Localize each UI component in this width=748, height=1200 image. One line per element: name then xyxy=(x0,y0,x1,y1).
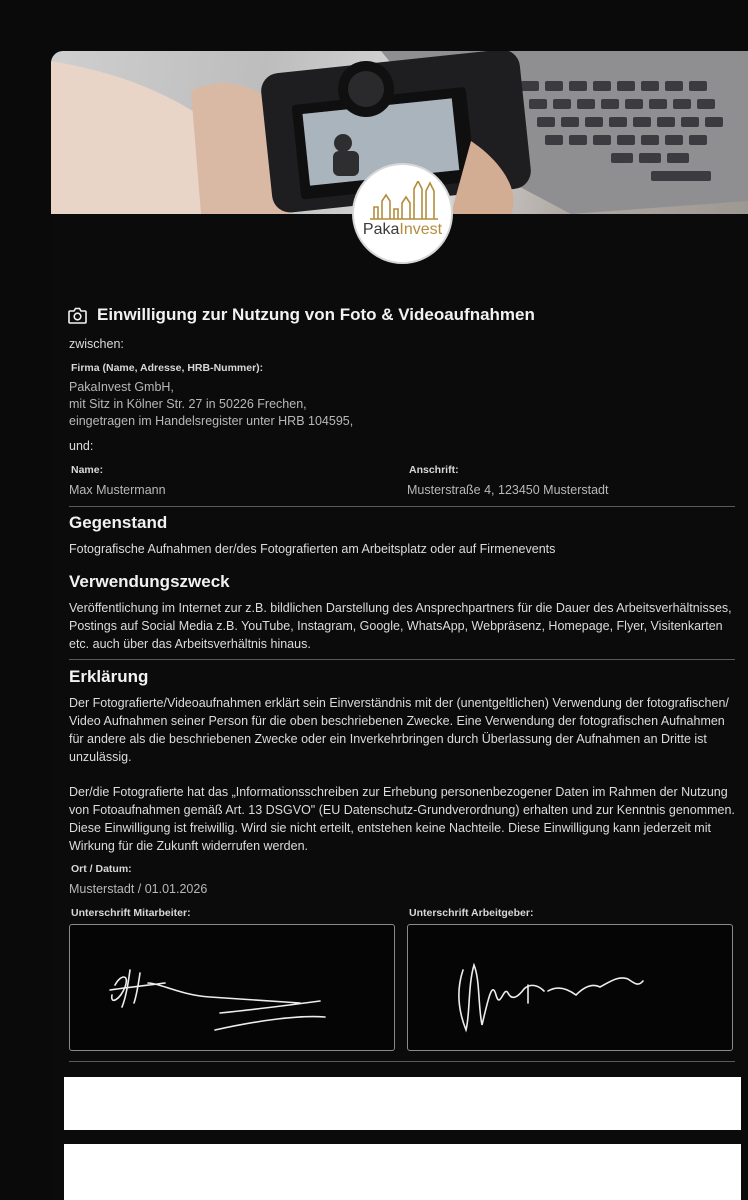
declaration-heading: Erklärung xyxy=(69,667,149,686)
employee-signature-pad[interactable] xyxy=(69,924,395,1051)
declaration-text-2: Der/die Fotografierte hat das „Informationsschreiben zur Erhebung personenbezogener Daten im Rahmen der Nutzung von Fotoaufnahmen gemäß Art. 13 DSGVO" (EU Datenschutz-Grundverordnung) erhalten und zur Kenntnis genommen. Diese Einwilligung ist freiwillig. Wird sie nicht erteilt, entstehen keine Nachteile. Diese Einwilligung kann jederzeit mit Wirkung für die Zukunft widerrufen werden. xyxy=(69,785,735,853)
subject-heading: Gegenstand xyxy=(69,513,168,532)
bottom-panel xyxy=(64,1144,741,1200)
company-line-1[interactable]: PakaInvest GmbH, xyxy=(69,380,174,394)
logo-text-paka: Paka xyxy=(362,221,400,238)
consent-form-card xyxy=(51,51,748,1200)
employer-signature-pad[interactable] xyxy=(407,924,733,1051)
employee-signature-label: Unterschrift Mitarbeiter: xyxy=(71,907,191,919)
declaration-text-1: Der Fotografierte/Videoaufnahmen erklärt sein Einverständnis mit der (unentgeltlichen) Verwendung der fotografischen/ Video Aufnahmen seiner Person für die oben beschriebenen Zwecke. Eine Verwendung der fotografischen Aufnahmen für andere als die beschriebenen Zwecke oder ein Inverkehrbringen durch Überlassung der Aufnahmen an Dritte ist unzulässig. xyxy=(69,696,729,764)
company-logo xyxy=(352,163,453,264)
name-field[interactable]: Max Mustermann xyxy=(69,483,166,497)
company-line-3[interactable]: eingetragen im Handelsregister unter HRB 104595, xyxy=(69,414,354,428)
logo-text-invest: Invest xyxy=(399,221,443,238)
subject-text: Fotografische Aufnahmen der/des Fotografierten am Arbeitsplatz oder auf Firmenevents xyxy=(69,542,556,556)
company-field-label: Firma (Name, Adresse, HRB-Nummer): xyxy=(71,362,264,374)
employer-signature-label: Unterschrift Arbeitgeber: xyxy=(409,907,534,919)
logo-wordmark xyxy=(354,221,451,239)
divider xyxy=(69,659,735,660)
camera-icon xyxy=(68,307,87,324)
employer-signature xyxy=(408,925,732,1050)
and-label: und: xyxy=(69,439,94,453)
name-field-label: Name: xyxy=(71,464,104,476)
place-date-field[interactable]: Musterstadt / 01.01.2026 xyxy=(69,882,208,896)
place-date-label: Ort / Datum: xyxy=(71,863,132,875)
form-title: Einwilligung zur Nutzung von Foto & Videoaufnahmen xyxy=(97,305,535,324)
company-line-2[interactable]: mit Sitz in Kölner Str. 27 in 50226 Frechen, xyxy=(69,397,307,411)
form-title-row xyxy=(68,303,535,327)
employee-signature xyxy=(70,925,394,1050)
bottom-panel xyxy=(64,1077,741,1130)
purpose-heading: Verwendungszweck xyxy=(69,572,230,591)
address-field-label: Anschrift: xyxy=(409,464,459,476)
between-label: zwischen: xyxy=(69,337,124,351)
divider xyxy=(69,1061,735,1062)
divider xyxy=(69,506,735,507)
cathedral-skyline-icon xyxy=(354,181,451,221)
purpose-text: Veröffentlichung im Internet zur z.B. bildlichen Darstellung des Ansprechpartners für die Dauer des Arbeitsverhältnisses, Postings auf Social Media z.B. YouTube, Instagram, Google, WhatsApp, Webpräsenz, Homepage, Flyer, Visitenkarten etc. auch über das Arbeitsverhältnis hinaus. xyxy=(69,601,732,651)
address-field[interactable]: Musterstraße 4, 123450 Musterstadt xyxy=(407,483,609,497)
